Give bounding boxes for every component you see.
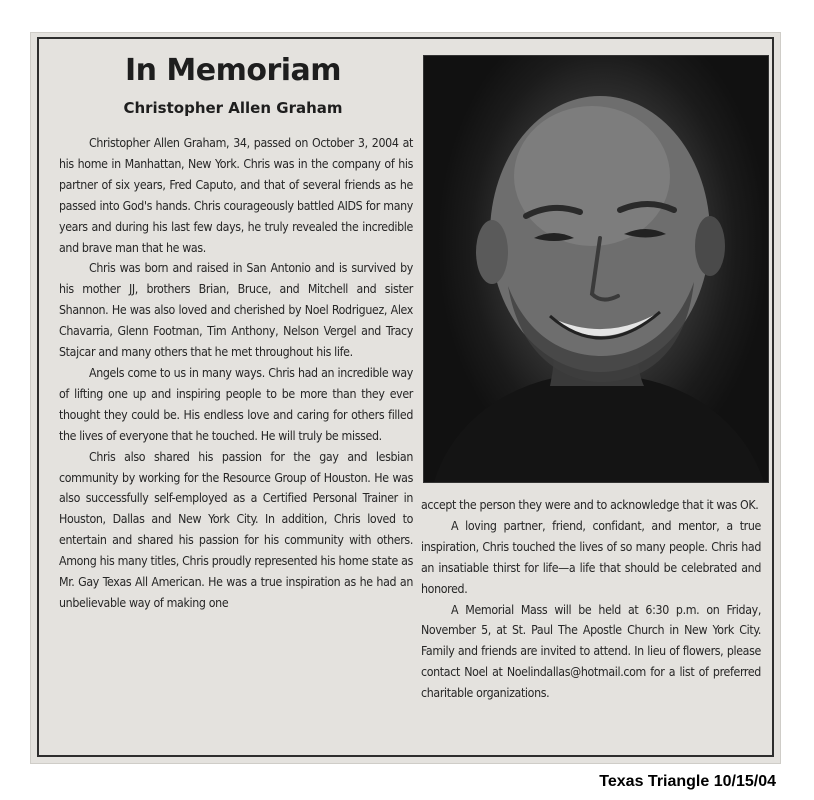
portrait-illustration: [424, 56, 768, 482]
source-caption: Texas Triangle 10/15/04: [599, 773, 776, 790]
paragraph: accept the person they were and to acknowledge that it was OK.: [421, 498, 759, 512]
newspaper-clipping: [30, 32, 781, 764]
portrait-photo: [423, 55, 769, 483]
paragraph: Chris also shared his passion for the gay and lesbian community by working for the Resource Group of Houston. He was also successfully self-employed as a Certified Personal Trainer in Houston, Dallas and New York City. In addition, Chris loved to entertain and shared his passion for his community with others. Among his many titles, Chris proudly represented his home state as Mr. Gay Texas All American. He was a true inspiration as he had an unbelievable way of making one: [59, 449, 413, 610]
paragraph: A Memorial Mass will be held at 6:30 p.m. on Friday, November 5, at St. Paul The Apostle Church in New York City. Family and friends are invited to attend. In lieu of flowers, please contact Noel at Noelindallas@hotmail.com for a list of preferred charitable organizations.: [421, 602, 761, 701]
left-column: [59, 133, 413, 614]
article-subtitle: Christopher Allen Graham: [123, 99, 343, 117]
right-ear: [695, 216, 725, 276]
paragraph: Chris was born and raised in San Antonio and is survived by his mother JJ, brothers Brian, Bruce, and Mitchell and sister Shannon. He was also loved and cherished by Noel Rodriguez, Alex Chavarria, Glenn Footman, Tim Anthony, Nelson Vergel and Tracy Stajcar and many others that he met throughout his life.: [59, 261, 413, 360]
paragraph: Angels come to us in many ways. Chris had an incredible way of lifting one up and inspiring people to be more than they ever thought they could be. His endless love and caring for others filled the lives of everyone that he touched. He will truly be missed.: [59, 365, 413, 443]
paragraph: Christopher Allen Graham, 34, passed on October 3, 2004 at his home in Manhattan, New York. Chris was in the company of his partner of six years, Fred Caputo, and that of several friends as he passed into God's hands. Chris courageously battled AIDS for many years and during his last few days, he truly revealed the incredible and brave man that he was.: [59, 136, 413, 255]
article-title: In Memoriam: [124, 53, 342, 88]
paragraph: A loving partner, friend, confidant, and mentor, a true inspiration, Chris touched the lives of so many people. Chris had an insatiable thirst for life—a life that should be celebrated and honored.: [421, 518, 761, 596]
head-highlight: [514, 106, 670, 246]
right-column: [421, 495, 761, 704]
left-ear: [476, 220, 508, 284]
article-frame: [37, 37, 774, 757]
shoulders-shape: [434, 378, 764, 482]
